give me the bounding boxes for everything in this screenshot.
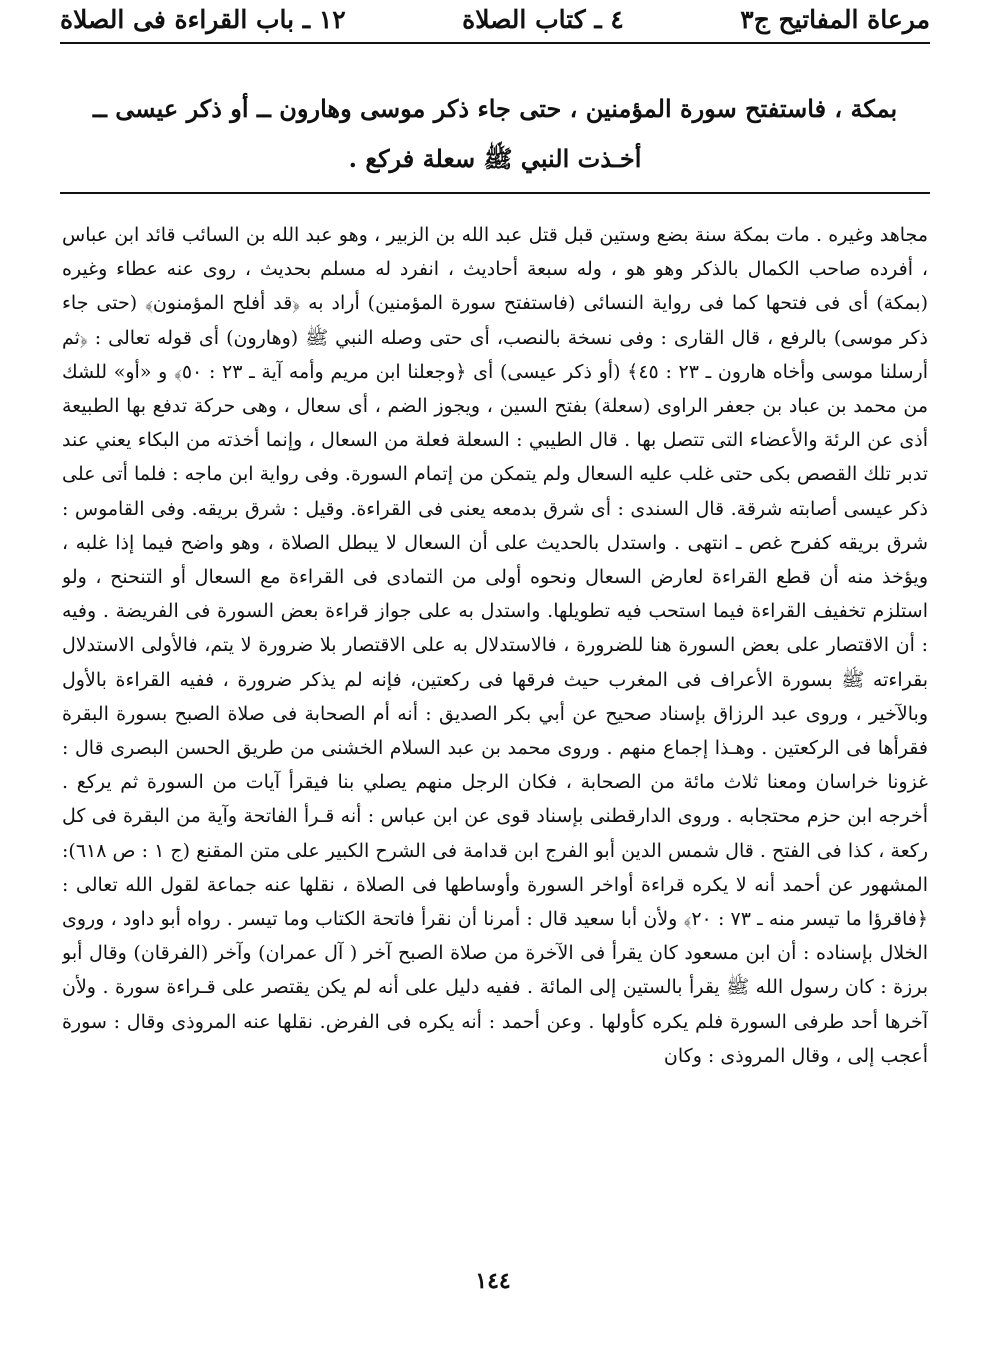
commentary-body bbox=[62, 218, 928, 1258]
header-book-title: مرعاة المفاتيح ج٣ bbox=[740, 5, 930, 34]
hadith-text: بمكة ، فاستفتح سورة المؤمنين ، حتى جاء ذكر موسى وهارون ــ أو ذكر عيسى ــ أخـذت النبي ﷺ سعلة فركع . bbox=[92, 94, 898, 173]
running-header bbox=[60, 0, 930, 40]
header-chapter: ٤ ـ كتاب الصلاة bbox=[462, 5, 624, 34]
header-rule bbox=[60, 42, 930, 44]
page-number: ١٤٤ bbox=[475, 1268, 511, 1294]
header-section: ١٢ ـ باب القراءة فى الصلاة bbox=[60, 5, 346, 34]
commentary-paragraph: مجاهد وغيره . مات بمكة سنة بضع وستين قبل قتل عبد الله بن الزبير ، وهو عبد الله بن السائب قائد ابن عباس ، أفرده صاحب الكمال بالذكر وهو هو ، وله سبعة أحاديث ، انفرد له مسلم بحديث ، روى عنه عطاء وغيره (بمكة) أى فى فتحها كما فى رواية النسائى (فاستفتح سورة المؤمنين) أراد به ﴿قد أفلح المؤمنون﴾ (حتى جاء ذكر موسى) بالرفع ، قال القارى : وفى نسخة بالنصب، أى حتى وصله النبي ﷺ (وهارون) أى قوله تعالى : ﴿ثم أرسلنا موسى وأخاه هارون ـ ٢٣ : ٤٥﴾ (أو ذكر عيسى) أى ﴿وجعلنا ابن مريم وأمه آية ـ ٢٣ : ٥٠﴾ و «أو» للشك من محمد بن عباد بن جعفر الراوى (سعلة) بفتح السين ، ويجوز الضم ، أى سعال ، وهى حركة تدفع بها الطبيعة أذى عن الرئة والأعضاء التى تتصل بها . قال الطيبي : السعلة فعلة من السعال ، وإنما أخذته من البكاء يعني عند تدبر تلك القصص بكى حتى غلب عليه السعال ولم يتمكن من إتمام السورة. وفى رواية ابن ماجه : فلما أتى على ذكر عيسى أصابته شرقة. قال السندى : أى شرق بدمعه يعنى فى القراءة. وقيل : شرق بريقه. وفى القاموس : شرق بريقه كفرح غص ـ انتهى . واستدل بالحديث على أن السعال لا يبطل الصلاة ، وهو واضح فيما إذا غلبه ، ويؤخذ منه أن قطع القراءة لعارض السعال ونحوه أولى من التمادى فى القراءة مع السعال أو التنحنح ، ولو استلزم تخفيف القراءة فيما استحب فيه تطويلها. واستدل به على جواز قراءة بعض السورة فى الفريضة . وفيه : أن الاقتصار على بعض السورة هنا للضرورة ، فالاستدلال به على الاقتصار بلا ضرورة لا يتم، فالأولى الاستدلال بقراءته ﷺ بسورة الأعراف فى المغرب حيث فرقها فى ركعتين، فإنه لم يذكر ضرورة ، ففيه القراءة بالأول وبالآخير ، وروى عبد الرزاق بإسناد صحيح عن أبي بكر الصديق : أنه أم الصحابة فى صلاة الصبح بسورة البقرة فقرأها فى الركعتين . وهـذا إجماع منهم . وروى محمد بن عبد السلام الخشنى من طريق الحسن البصرى قال : غزونا خراسان ومعنا ثلاث مائة من الصحابة ، فكان الرجل منهم يصلي بنا فيقرأ آيات من السورة ثم يركع . أخرجه ابن حزم محتجابه . وروى الدارقطنى بإسناد قوى عن ابن عباس : أنه قـرأ الفاتحة وآية من البقرة فى كل ركعة ، كذا فى الفتح . قال شمس الدين أبو الفرج ابن قدامة فى الشرح الكبير على متن المقنع (ج ١ : ص ٦١٨): المشهور عن أحمد أنه لا يكره قراءة أواخر السورة وأوساطها فى الصلاة ، نقلها عنه جماعة لقول الله تعالى : ﴿فاقرؤا ما تيسر منه ـ ٧٣ : ٢٠﴾ ولأن أبا سعيد قال : أمرنا أن نقرأ فاتحة الكتاب وما تيسر . رواه أبو داود ، وروى الخلال بإسناده : أن ابن مسعود كان يقرأ فى الآخرة من صلاة الصبح آخر ( آل عمران) وآخر (الفرقان) وقال أبو برزة : كان رسول الله ﷺ يقرأ بالستين إلى المائة . ففيه دليل على أنه لم يكن يقتصر على قـراءة سورة . ولأن آخرها أحد طرفى السورة فلم يكره كأولها . وعن أحمد : أنه يكره فى الفرض. نقلها عنه المروذى وقال : سورة أعجب إلى ، وقال المروذى : وكان bbox=[62, 224, 928, 1067]
section-rule bbox=[60, 192, 930, 194]
